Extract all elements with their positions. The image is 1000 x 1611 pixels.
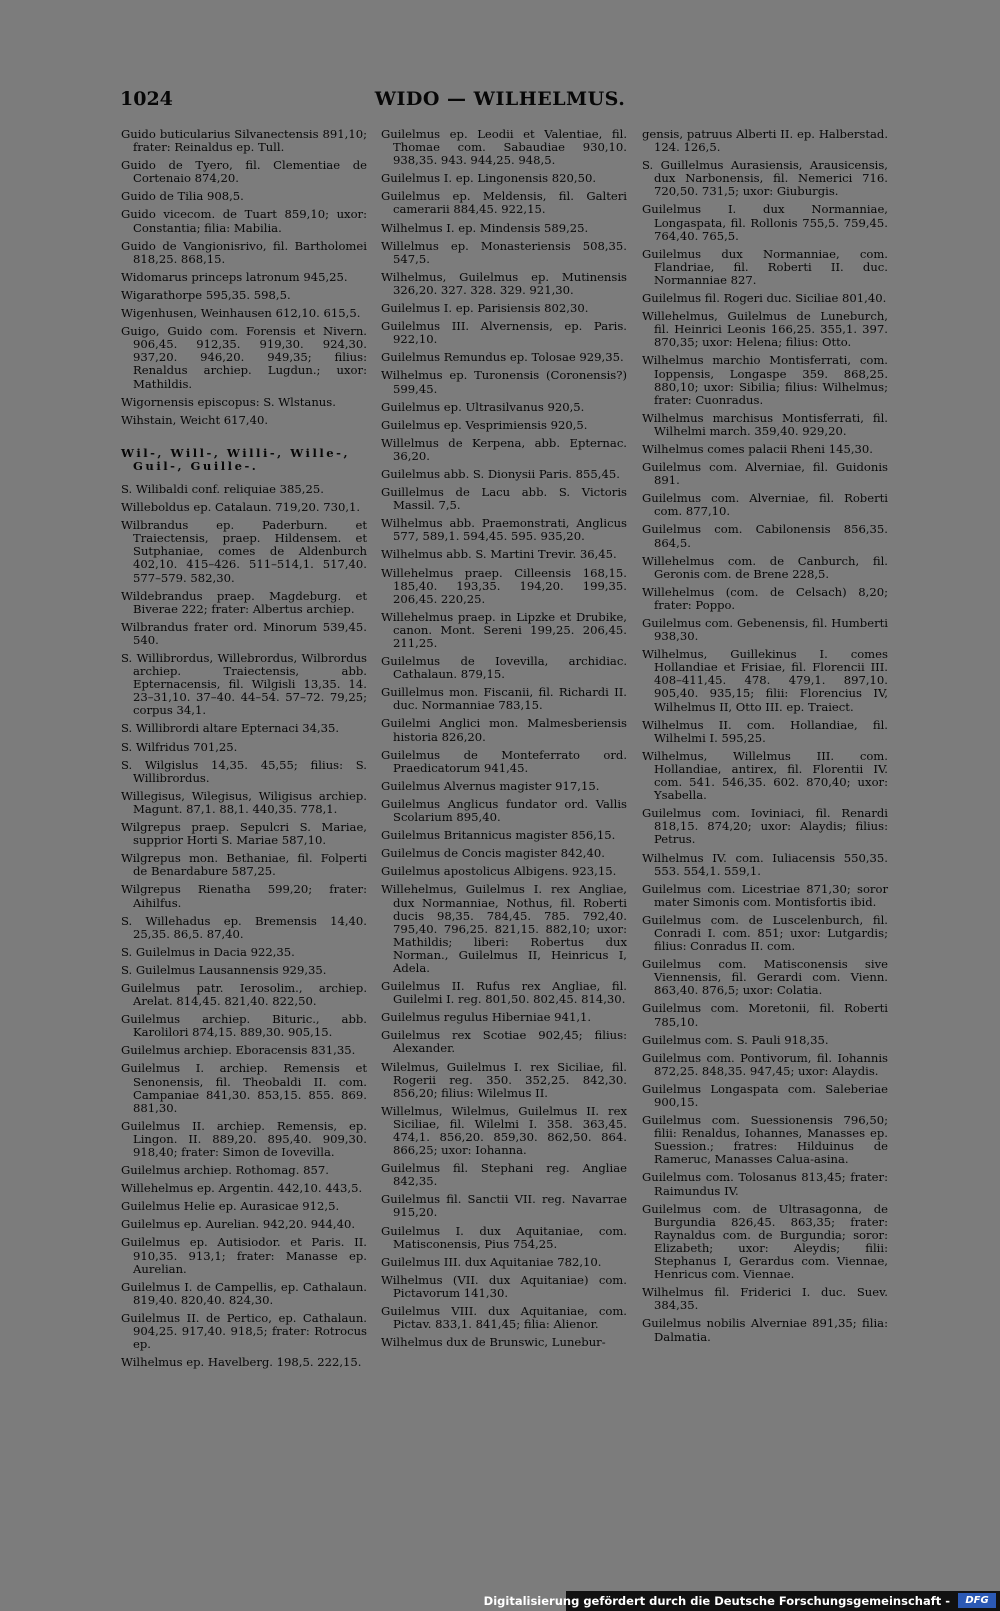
index-entry: Willehelmus, Guilelmus de Luneburch, fil. Heinrici Leonis 166,25. 355,1. 397. 870,35; uxor: Helena; filius: Otto. xyxy=(642,309,888,350)
index-column-3 xyxy=(642,128,888,1349)
index-entry: Willehelmus ep. Argentin. 442,10. 443,5. xyxy=(121,1181,363,1196)
index-entry: Guilelmus ep. Aurelian. 942,20. 944,40. xyxy=(121,1217,356,1232)
index-entry: Guilelmus ep. Ultrasilvanus 920,5. xyxy=(381,399,585,414)
index-entry: Guilelmus Longaspata com. Saleberiae 900,15. xyxy=(642,1081,888,1109)
index-entry: Wilgrepus praep. Sepulcri S. Mariae, supprior Horti S. Mariae 587,10. xyxy=(121,820,367,848)
index-entry: Guilelmus regulus Hiberniae 941,1. xyxy=(381,1010,592,1025)
index-entry: Guillelmus mon. Fiscanii, fil. Richardi II. duc. Normanniae 783,15. xyxy=(381,685,627,713)
index-entry: Guilelmus III. Alvernensis, ep. Paris. 922,10. xyxy=(381,319,627,347)
index-entry: Wilgrepus Rienatha 599,20; frater: Aihilfus. xyxy=(121,882,367,910)
index-entry: Guilelmus com. Pontivorum, fil. Iohannis 872,25. 848,35. 947,45; uxor: Alaydis. xyxy=(642,1050,888,1078)
index-entry: Guigo, Guido com. Forensis et Nivern. 906,45. 912,35. 919,30. 924,30. 937,20. 946,20. 949,35; filius: Renaldus archiep. Lugdun.; uxor: Mathildis. xyxy=(121,324,367,391)
index-entry: Willelmus, Wilelmus, Guilelmus II. rex Siciliae, fil. Wilelmi I. 358. 363,45. 474,1. 856,20. 859,30. 862,50. 864. 866,25; uxor: Iohanna. xyxy=(381,1103,627,1158)
index-entry: Guilelmus com. de Ultrasagonna, de Burgundia 826,45. 863,35; frater: Raynaldus com. de Burgundia; soror: Elizabeth; uxor: Aleydis; filii: Stephanus I, Gerardus com. Viennae, Henricus com. Viennae. xyxy=(642,1201,888,1282)
dfg-logo: DFG xyxy=(958,1593,996,1608)
index-entry: Guido buticularius Silvanectensis 891,10; frater: Reinaldus ep. Tull. xyxy=(121,127,367,155)
index-entry: Guido de Tilia 908,5. xyxy=(121,189,244,204)
index-entry: Guilelmus com. S. Pauli 918,35. xyxy=(642,1032,829,1047)
index-entry: Guilelmus com. Alverniae, fil. Guidonis 891. xyxy=(642,460,888,488)
index-entry: Guilelmus abb. S. Dionysii Paris. 855,45. xyxy=(381,466,620,481)
index-entry: Wilhelmus I. ep. Mindensis 589,25. xyxy=(381,220,589,235)
index-entry: Guilelmus com. Alverniae, fil. Roberti com. 877,10. xyxy=(642,491,888,519)
index-entry: Willehelmus com. de Canburch, fil. Geronis com. de Brene 228,5. xyxy=(642,553,888,581)
index-entry: Guilelmus de Concis magister 842,40. xyxy=(381,846,605,861)
index-entry: Guilelmus fil. Rogeri duc. Siciliae 801,40. xyxy=(642,291,887,306)
index-entry: Guilelmus ep. Meldensis, fil. Galteri camerarii 884,45. 922,15. xyxy=(381,189,627,217)
index-entry: Willeboldus ep. Catalaun. 719,20. 730,1. xyxy=(121,500,361,515)
index-entry: Guilelmus Remundus ep. Tolosae 929,35. xyxy=(381,350,624,365)
index-entry: Willehelmus (com. de Celsach) 8,20; frater: Poppo. xyxy=(642,584,888,612)
index-entry: Wilhelmus fil. Friderici I. duc. Suev. 384,35. xyxy=(642,1285,888,1313)
index-entry: Wilhelmus IV. com. Iuliacensis 550,35. 553. 554,1. 559,1. xyxy=(642,850,888,878)
index-entry: Guilelmus apostolicus Albigens. 923,15. xyxy=(381,864,617,879)
index-entry: Guilelmus I. ep. Parisiensis 802,30. xyxy=(381,301,589,316)
index-entry: Guilelmus I. ep. Lingonensis 820,50. xyxy=(381,171,597,186)
index-entry: Guilelmus Anglicus fundator ord. Vallis Scolarium 895,40. xyxy=(381,796,627,825)
index-entry: Guilelmus com. Tolosanus 813,45; frater: Raimundus IV. xyxy=(642,1170,888,1198)
index-entry: Wilhelmus marchisus Montisferrati, fil. Wilhelmi march. 359,40. 929,20. xyxy=(642,410,888,438)
index-entry: Wilhelmus ep. Havelberg. 198,5. 222,15. xyxy=(121,1355,362,1370)
index-entry: Guilelmus archiep. Rothomag. 857. xyxy=(121,1163,329,1178)
footer-bar xyxy=(483,1591,1000,1611)
index-entry: Guilelmus III. dux Aquitaniae 782,10. xyxy=(381,1254,602,1269)
index-entry: Widomarus princeps latronum 945,25. xyxy=(121,269,348,284)
running-title: WIDO — WILHELMUS. xyxy=(374,88,626,110)
index-entry: S. Willibrordus, Willebrordus, Wilbrordus archiep. Traiectensis, abb. Epternacensis, fil. Wilgisli 13,35. 14. 23–31,10. 37–40. 44–54. 57–72. 79,25; corpus 34,1. xyxy=(121,651,367,718)
index-entry: Guilelmus dux Normanniae, com. Flandriae, fil. Roberti II. duc. Normanniae 827. xyxy=(642,246,888,287)
index-entry: Wilbrandus ep. Paderburn. et Traiectensis, praep. Hildensem. et Sutphaniae, comes de Aldenburch 402,10. 415–426. 511–514,1. 517,40. 577–579. 582,30. xyxy=(121,518,367,585)
index-entry: Willegisus, Wilegisus, Wiligisus archiep. Magunt. 87,1. 88,1. 440,35. 778,1. xyxy=(121,788,367,816)
index-entry: Guilelmus com. Ioviniaci, fil. Renardi 818,15. 874,20; uxor: Alaydis; filius: Petrus. xyxy=(642,806,888,847)
index-entry: Guilelmus Alvernus magister 917,15. xyxy=(381,778,600,793)
index-entry: S. Guilelmus Lausannensis 929,35. xyxy=(121,962,327,977)
index-entry: S. Wilibaldi conf. reliquiae 385,25. xyxy=(121,481,324,496)
index-entry: Wilgrepus mon. Bethaniae, fil. Folperti de Benardabure 587,25. xyxy=(121,851,367,879)
index-entry: Guillelmus de Lacu abb. S. Victoris Massil. 7,5. xyxy=(381,485,627,513)
index-entry: Wilhelmus marchio Montisferrati, com. Ioppensis, Longaspe 359. 868,25. 880,10; uxor: Sibilia; filius: Wilhelmus; frater: Cuonradus. xyxy=(642,353,888,407)
page-number: 1024 xyxy=(120,88,173,110)
index-entry: Guilelmus com. Gebenensis, fil. Humberti 938,30. xyxy=(642,616,888,644)
index-entry: Guilelmus com. de Luscelenburch, fil. Conradi I. com. 851; uxor: Lutgardis; filius: Conradus II. com. xyxy=(642,912,888,954)
index-entry: Guilelmus com. Cabilonensis 856,35. 864,5. xyxy=(642,522,888,550)
index-entry: Guilelmus archiep. Bituric., abb. Karolilori 874,15. 889,30. 905,15. xyxy=(121,1012,367,1040)
index-entry: Guilelmus fil. Sanctii VII. reg. Navarrae 915,20. xyxy=(381,1192,627,1220)
index-entry: Guilelmus VIII. dux Aquitaniae, com. Pictav. 833,1. 841,45; filia: Alienor. xyxy=(381,1304,627,1332)
section-heading: Wil-, Will-, Willi-, Wille-, Guil-, Guille-. xyxy=(121,445,350,473)
index-entry: Guilelmus II. archiep. Remensis, ep. Lingon. II. 889,20. 895,40. 909,30. 918,40; frater: Simon de Iovevilla. xyxy=(121,1118,367,1159)
index-entry: Wilhelmus abb. S. Martini Trevir. 36,45. xyxy=(381,547,617,562)
index-entry: Wigenhusen, Weinhausen 612,10. 615,5. xyxy=(121,306,361,321)
index-entry: Willelmus de Kerpena, abb. Epternac. 36,20. xyxy=(381,435,627,463)
index-entry: Wilhelmus, Guilelmus ep. Mutinensis 326,20. 327. 328. 329. 921,30. xyxy=(381,269,627,297)
index-entry: Guilelmus archiep. Eboracensis 831,35. xyxy=(121,1043,356,1058)
footer-text: Digitalisierung gefördert durch die Deutsche Forschungsgemeinschaft - xyxy=(483,1594,950,1608)
index-entry: Guilelmus ep. Leodii et Valentiae, fil. Thomae com. Sabaudiae 930,10. 938,35. 943. 944,25. 948,5. xyxy=(381,127,627,168)
index-entry: Wildebrandus praep. Magdeburg. et Biverae 222; frater: Albertus archiep. xyxy=(121,588,367,616)
index-entry: Wihstain, Weicht 617,40. xyxy=(121,412,269,427)
index-entry: Wilhelmus abb. Praemonstrati, Anglicus 577, 589,1. 594,45. 595. 935,20. xyxy=(381,516,627,544)
index-entry: Guilelmus ep. Vesprimiensis 920,5. xyxy=(381,417,588,432)
index-entry: S. Willibrordi altare Epternaci 34,35. xyxy=(121,721,340,736)
index-entry: Wilhelmus dux de Brunswic, Lunebur- xyxy=(381,1335,606,1350)
index-entry: Guilelmus nobilis Alverniae 891,35; filia: Dalmatia. xyxy=(642,1316,888,1344)
index-entry: Guido vicecom. de Tuart 859,10; uxor: Constantia; filia: Mabilia. xyxy=(121,207,367,235)
index-entry: Guido de Vangionisrivo, fil. Bartholomei 818,25. 868,15. xyxy=(121,238,367,266)
index-entry: Guilelmus Britannicus magister 856,15. xyxy=(381,828,616,843)
index-entry: Wilhelmus ep. Turonensis (Coronensis?) 599,45. xyxy=(381,368,627,396)
index-entry: Guilelmus I. de Campellis, ep. Cathalaun. 819,40. 820,40. 824,30. xyxy=(121,1279,367,1307)
index-entry: Wilelmus, Guilelmus I. rex Siciliae, fil. Rogerii reg. 350. 352,25. 842,30. 856,20; filius: Wilelmus II. xyxy=(381,1059,627,1100)
index-entry: Guilelmus com. Licestriae 871,30; soror mater Simonis com. Montisfortis ibid. xyxy=(642,881,888,909)
index-entry: Willelmus ep. Monasteriensis 508,35. 547,5. xyxy=(381,238,627,266)
index-entry: S. Wilfridus 701,25. xyxy=(121,739,238,754)
index-entry: Wilhelmus (VII. dux Aquitaniae) com. Pictavorum 141,30. xyxy=(381,1272,627,1300)
index-entry: S. Willehadus ep. Bremensis 14,40. 25,35. 86,5. 87,40. xyxy=(121,913,367,941)
index-entry: Guilelmus I. dux Aquitaniae, com. Matisconensis, Pius 754,25. xyxy=(381,1223,627,1251)
index-entry: Guilelmus II. de Pertico, ep. Cathalaun. 904,25. 917,40. 918,5; frater: Rotrocus ep. xyxy=(121,1310,367,1352)
index-entry: Willehelmus praep. Cilleensis 168,15. 185,40. 193,35. 194,20. 199,35. 206,45. 220,25. xyxy=(381,565,627,606)
index-entry: Wigarathorpe 595,35. 598,5. xyxy=(121,287,291,302)
index-entry: Guilelmus ep. Autisiodor. et Paris. II. 910,35. 913,1; frater: Manasse ep. Aurelian. xyxy=(121,1235,367,1276)
index-entry: Guilelmus II. Rufus rex Angliae, fil. Guilelmi I. reg. 801,50. 802,45. 814,30. xyxy=(381,979,627,1007)
index-entry: S. Guilelmus in Dacia 922,35. xyxy=(121,944,295,959)
index-entry: Guilelmus de Monteferrato ord. Praedicatorum 941,45. xyxy=(381,747,627,775)
index-entry: Wilhelmus, Willelmus III. com. Hollandiae, antirex, fil. Florentii IV. com. 541. 546,35. 602. 870,40; uxor: Ysabella. xyxy=(642,748,888,803)
index-entry: Wilhelmus II. com. Hollandiae, fil. Wilhelmi I. 595,25. xyxy=(642,717,888,745)
index-entry: Guilelmus I. dux Normanniae, Longaspata, fil. Rollonis 755,5. 759,45. 764,40. 765,5. xyxy=(642,202,888,243)
index-entry: Guilelmus patr. Ierosolim., archiep. Arelat. 814,45. 821,40. 822,50. xyxy=(121,980,367,1009)
index-entry: Willehelmus praep. in Lipzke et Drubike, canon. Mont. Sereni 199,25. 206,45. 211,25. xyxy=(381,609,627,650)
index-entry: Guilelmus de Iovevilla, archidiac. Cathalaun. 879,15. xyxy=(381,654,627,682)
index-entry: Guilelmus Helie ep. Aurasicae 912,5. xyxy=(121,1199,340,1214)
index-entry: Guilelmus fil. Stephani reg. Angliae 842,35. xyxy=(381,1161,627,1189)
index-entry: S. Wilgislus 14,35. 45,55; filius: S. Willibrordus. xyxy=(121,757,367,785)
index-entry: Wilhelmus, Guillekinus I. comes Hollandiae et Frisiae, fil. Florencii III. 408–411,45. 478. 479,1. 897,10. 905,40. 935,15; filii: Florencius IV, Wilhelmus II, Otto III. ep. Traiect. xyxy=(642,647,888,714)
index-entry: Wigornensis episcopus: S. Wlstanus. xyxy=(121,394,336,409)
index-entry: gensis, patruus Alberti II. ep. Halberstad. 124. 126,5. xyxy=(642,127,888,155)
index-entry: Guilelmus com. Matisconensis sive Viennensis, fil. Gerardi com. Vienn. 863,40. 876,5; uxor: Colatia. xyxy=(642,957,888,998)
index-entry: Wilbrandus frater ord. Minorum 539,45. 540. xyxy=(121,619,367,647)
index-entry: Willehelmus, Guilelmus I. rex Angliae, dux Normanniae, Nothus, fil. Roberti ducis 98,35. 784,45. 785. 792,40. 795,40. 796,25. 821,15. 882,10; uxor: Mathildis; liberi: Robertus dux Norman., Guilelmus II, Heinricus I, Adela. xyxy=(381,882,627,975)
index-column-1 xyxy=(121,128,367,1374)
index-entry: Guilelmi Anglici mon. Malmesberiensis historia 826,20. xyxy=(381,716,627,744)
index-entry: Guilelmus rex Scotiae 902,45; filius: Alexander. xyxy=(381,1028,627,1056)
index-column-2 xyxy=(381,128,627,1354)
index-entry: Guido de Tyero, fil. Clementiae de Cortenaio 874,20. xyxy=(121,158,367,186)
index-entry: Guilelmus com. Moretonii, fil. Roberti 785,10. xyxy=(642,1001,888,1029)
index-entry: S. Guillelmus Aurasiensis, Arausicensis, dux Narbonensis, fil. Nemerici 716. 720,50. 731,5; uxor: Giuburgis. xyxy=(642,158,888,199)
index-entry: Guilelmus com. Suessionensis 796,50; filii: Renaldus, Iohannes, Manasses ep. Suession.; fratres: Hilduinus de Rameruc, Manasses Calua-asina. xyxy=(642,1113,888,1167)
index-entry: Guilelmus I. archiep. Remensis et Senonensis, fil. Theobaldi II. com. Campaniae 841,30. 853,15. 855. 869. 881,30. xyxy=(121,1061,367,1115)
index-entry: Wilhelmus comes palacii Rheni 145,30. xyxy=(642,441,873,456)
